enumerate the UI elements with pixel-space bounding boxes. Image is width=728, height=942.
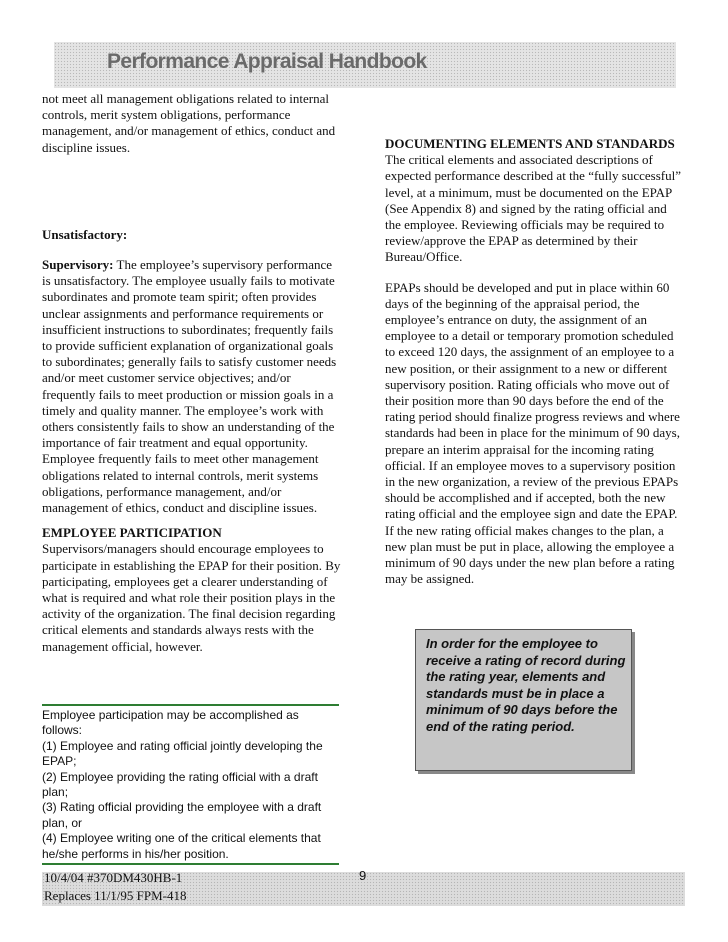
right-column <box>385 136 685 587</box>
box-intro: Employee participation may be accomplished as follows: <box>42 708 299 738</box>
supervisory-paragraph <box>42 257 342 516</box>
documenting-heading: DOCUMENTING ELEMENTS AND STANDARDS <box>385 136 675 151</box>
supervisory-label: Supervisory: <box>42 257 114 273</box>
page-number: 9 <box>359 868 367 883</box>
participation-heading: EMPLOYEE PARTICIPATION <box>42 525 222 541</box>
documenting-paragraph <box>385 136 685 266</box>
left-column <box>42 91 342 655</box>
footer-line-2: Replaces 11/1/95 FPM-418 <box>44 888 187 903</box>
box-item-4: (4) Employee writing one of the critical elements that he/she performs in his/her position. <box>42 831 321 861</box>
footer-info <box>44 869 187 905</box>
page-title: Performance Appraisal Handbook <box>107 50 427 73</box>
unsatisfactory-heading: Unsatisfactory: <box>42 226 128 242</box>
callout-box <box>415 629 632 771</box>
documenting-text: The critical elements and associated descriptions of expected performance described at the “fully successful” level, at a minimum, must be documented on the EPAP (See Appendix 8) and signed by the rating official and the employee. Reviewing officials may be required to review/approve the EPAP as determined by their Bureau/Office. <box>385 152 681 265</box>
box-item-2: (2) Employee providing the rating official with a draft plan; <box>42 769 318 800</box>
participation-box <box>42 704 339 865</box>
supervisory-text: The employee’s supervisory performance is unsatisfactory. The employee usually fails to motivate subordinates and promote team spirit; often provides unclear assignments and performance requirements or insufficient instructions to subordinates; frequently fails to provide sufficient explanation of organizational goals to subordinates; generally fails to satisfy customer needs and/or meet customer service objectives; and/or frequently fails to meet production or mission goals in a timely and quality manner. The employee’s work with others consistently fails to show an understanding of the importance of fair treatment and equal opportunity. Employee frequently fails to meet other management obligations related to internal controls, merit systems obligations, performance management, and/or management of ethics, conduct and discipline issues. <box>42 257 337 516</box>
participation-paragraph: Supervisors/managers should encourage employees to participate in establishing the EPAP for their position. By participating, employees get a clearer understanding of what is required and what role their position plays in the activity of the organization. The final decision regarding critical elements and standards always rests with the management official, however. <box>42 541 341 654</box>
epap-paragraph: EPAPs should be developed and put in place within 60 days of the beginning of the appraisal period, the employee’s entrance on duty, the assignment of an employee to a detail or temporary promotion scheduled to exceed 120 days, the assignment of an employee to a new position, or their assignment to a new or different supervisory position. Rating officials who move out of their position more than 90 days before the end of the rating period should finalize progress reviews and where standards had been in place for the minimum of 90 days, prepare an interim appraisal for the incoming rating official. If an employee moves to a supervisory position in the new organization, a review of the previous EPAPs should be accomplished and if accepted, both the new rating official and the employee sign and date the EPAP. If the new rating official makes changes to the plan, a new plan must be put in place, allowing the employee a minimum of 90 days under the new plan before a rating may be assigned. <box>385 279 680 587</box>
intro-paragraph: not meet all management obligations related to internal controls, merit system obligations, performance management, and/or management of ethics, conduct and discipline issues. <box>42 91 336 155</box>
box-item-3: (3) Rating official providing the employee with a draft plan, or <box>42 800 322 830</box>
footer-line-1: 10/4/04 #370DM430HB-1 <box>44 870 183 885</box>
callout-text: In order for the employee to receive a rating of record during the rating year, elements and standards must be in place a minimum of 90 days before the end of the rating period. <box>426 636 626 734</box>
box-item-1: (1) Employee and rating official jointly developing the EPAP; <box>42 738 323 769</box>
